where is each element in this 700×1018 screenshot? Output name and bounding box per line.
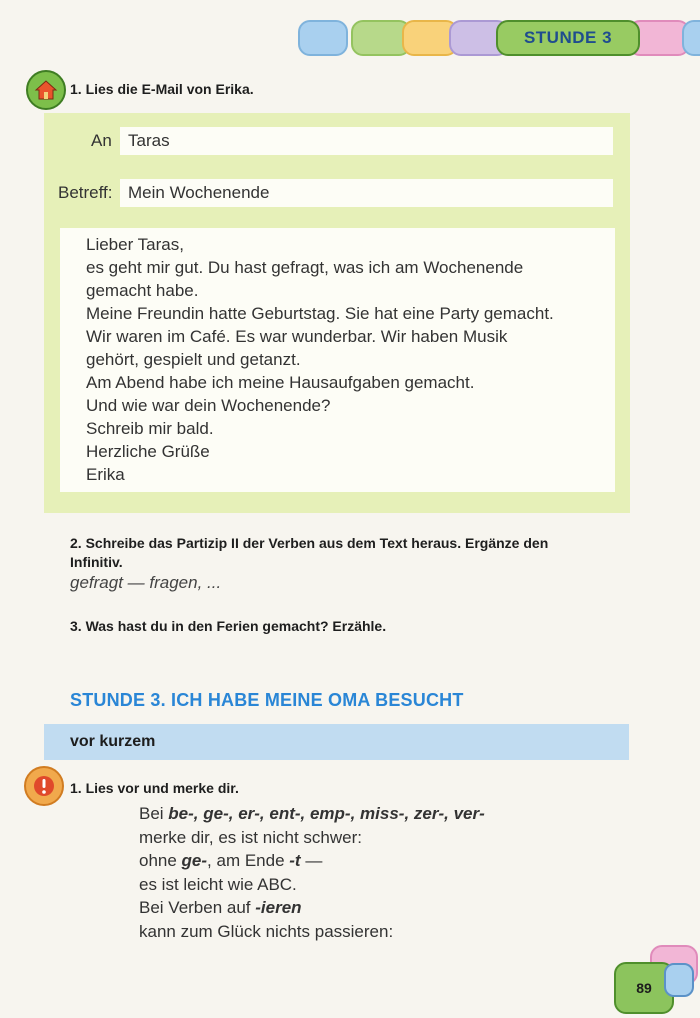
tab-stunde-active: STUNDE 3 [496,20,640,56]
task2-example: gefragt — fragen, ... [70,573,222,592]
poem-line-2: merke dir, es ist nicht schwer: [139,827,362,847]
poem-line-3: ohne ge-, am Ende -t — [139,851,323,871]
email-line: Wir waren im Café. Es war wunderbar. Wir haben Musik [86,327,508,346]
email-line: gemacht habe. [86,281,199,300]
email-body [60,228,615,492]
home-icon [26,70,66,110]
corner-tab-blue [664,963,694,997]
email-line: Herzliche Grüße [86,442,210,461]
email-line: Lieber Taras, [86,235,184,254]
task2-line2: Infinitiv. [70,554,123,570]
email-line: Schreib mir bald. [86,419,214,438]
rule-poem [139,802,485,944]
poem-line-1: Bei be-, ge-, er-, ent-, emp-, miss-, zer-, ver- [139,804,485,823]
topic-band-label: vor kurzem [70,733,156,750]
tab-blue-right [682,20,700,56]
tab-blue [298,20,348,56]
task2-line1: 2. Schreibe das Partizip II der Verben aus dem Text heraus. Ergänze den [70,535,549,551]
subject-field: Mein Wochenende [120,179,613,207]
email-line: es geht mir gut. Du hast gefragt, was ich am Wochenende [86,258,524,277]
poem-line-4: es ist leicht wie ABC. [139,874,297,894]
task1-title: 1. Lies die E-Mail von Erika. [70,81,254,97]
topic-band [44,724,629,760]
task3-text: 3. Was hast du in den Ferien gemacht? Erzähle. [70,618,387,634]
exclamation-icon [24,766,64,806]
subject-label: Betreff: [58,183,113,202]
email-line: Am Abend habe ich meine Hausaufgaben gemacht. [86,373,475,392]
email-line: Und wie war dein Wochenende? [86,396,331,415]
poem-line-6: kann zum Glück nichts passieren: [139,921,394,941]
email-line: gehört, gespielt und getanzt. [86,350,301,369]
page-number: 89 [614,962,674,1014]
to-label: An [91,131,112,150]
email-line: Meine Freundin hatte Geburtstag. Sie hat eine Party gemacht. [86,304,554,323]
to-field: Taras [120,127,613,155]
lesson-heading: STUNDE 3. ICH HABE MEINE OMA BESUCHT [70,690,464,710]
task4-title: 1. Lies vor und merke dir. [70,780,239,796]
poem-line-5: Bei Verben auf -ieren [139,898,302,918]
email-line: Erika [86,465,125,484]
